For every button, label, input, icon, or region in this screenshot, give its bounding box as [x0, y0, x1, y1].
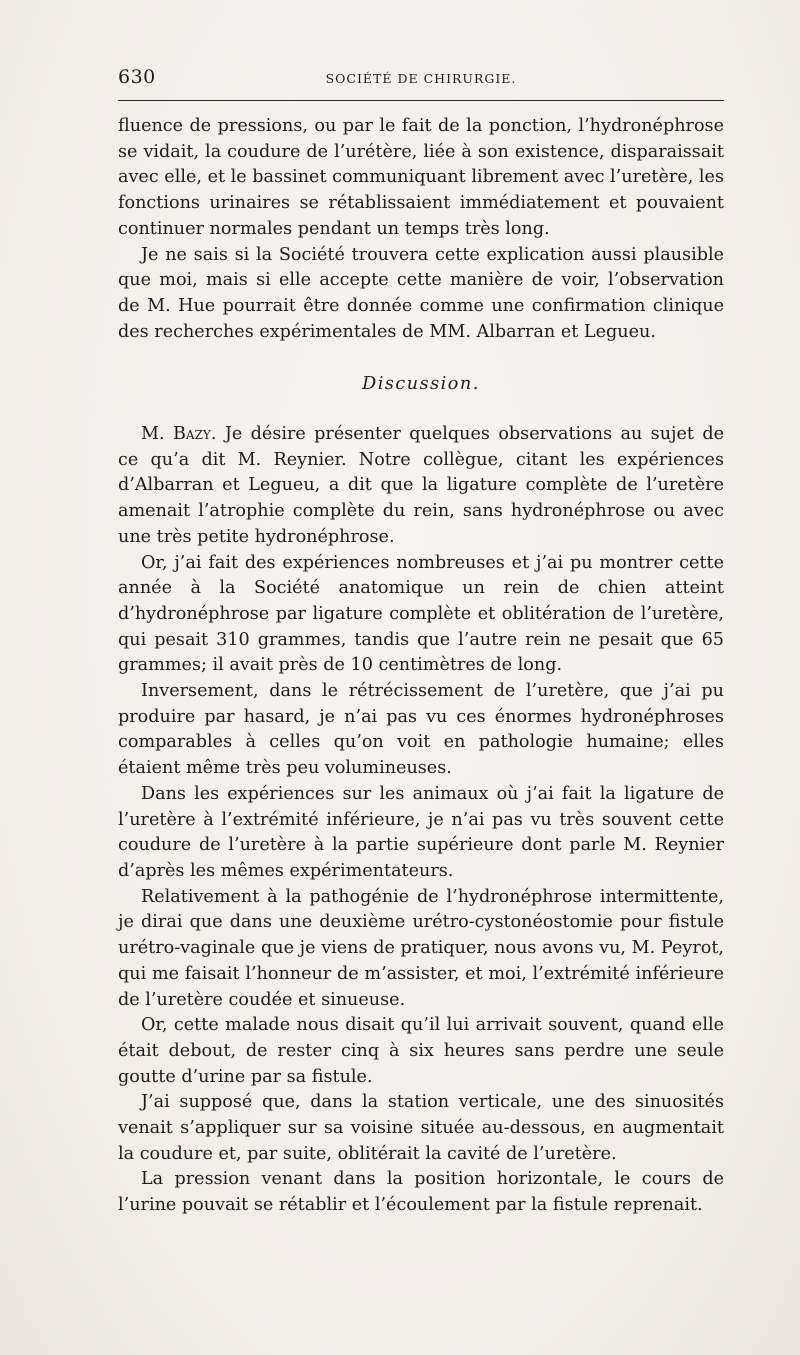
- paragraph: La pression venant dans la position horizontale, le cours de l’urine pouvait se rétablir et l’écoulement par la fistule reprenait.: [118, 1169, 724, 1216]
- speaker-name: Bazy.: [172, 424, 217, 445]
- paragraph: Je ne sais si la Société trouvera cette explication aussi plausible que moi, mais si elle accepte cette manière de voir, l’observation de M. Hue pourrait être donnée comme une confirmation clinique des recherches expérimentales de MM. Albarran et Legueu.: [118, 244, 724, 342]
- paragraph: Dans les expériences sur les animaux où j’ai fait la ligature de l’uretère à l’extrémité inférieure, je n’ai pas vu très souvent cette coudure de l’uretère à la partie supérieure dont parle M. Reynier d’après les mêmes expérimentateurs.: [118, 783, 724, 881]
- speaker-intro: M.: [141, 424, 165, 445]
- paragraph: Or, j’ai fait des expériences nombreuses et j’ai pu montrer cette année à la Société anatomique un rein de chien atteint d’hydronéphrose par ligature complète et oblitération de l’uretère, qui pesait 310 grammes, tandis que l’autre rein ne pesait que 65 grammes; il avait près de 10 centimètres de long.: [118, 552, 724, 676]
- page-number: 630: [118, 66, 156, 88]
- running-title: SOCIÉTÉ DE CHIRURGIE.: [325, 71, 517, 86]
- speaker-text: Je désire présenter quelques observations au sujet de ce qu’a dit M. Reynier. Notre collègue, citant les expériences d’Albarran et Legueu, a dit que la ligature complète de l’uretère amenait l’atrophie complète du rein, sans hydronéphrose ou avec une très petite hydronéphrose.: [118, 424, 725, 547]
- header-rule: [118, 100, 724, 101]
- page-header: [118, 66, 724, 90]
- paragraph: Or, cette malade nous disait qu’il lui arrivait souvent, quand elle était debout, de rester cinq à six heures sans perdre une seule goutte d’urine par sa fistule.: [118, 1015, 724, 1087]
- paragraph: J’ai supposé que, dans la station verticale, une des sinuosités venait s’appliquer sur sa voisine située au-dessous, en augmentait la coudure et, par suite, oblitérait la cavité de l’uretère.: [118, 1092, 724, 1164]
- paragraph: Relativement à la pathogénie de l’hydronéphrose intermittente, je dirai que dans une deuxième urétro-cystonéostomie pour fistule urétro-vaginale que je viens de pratiquer, nous avons vu, M. Peyrot, qui me faisait l’honneur de m’assister, et moi, l’extrémité inférieure de l’uretère coudée et sinueuse.: [118, 886, 724, 1010]
- section-heading: Discussion.: [362, 374, 480, 395]
- speaker-paragraph: [118, 422, 724, 551]
- body-text: [118, 114, 724, 1219]
- paragraph: fluence de pressions, ou par le fait de la ponction, l’hydronéphrose se vidait, la coudure de l’urétère, liée à son existence, disparaissait avec elle, et le bassinet communiquant librement avec l’uretère, les fonctions urinaires se rétablissaient immédiatement et pouvaient continuer normales pendant un temps très long.: [118, 116, 724, 239]
- paragraph: Inversement, dans le rétrécissement de l’uretère, que j’ai pu produire par hasard, je n’ai pas vu ces énormes hydronéphroses comparables à celles qu’on voit en pathologie humaine; elles étaient même très peu volumineuses.: [118, 681, 724, 779]
